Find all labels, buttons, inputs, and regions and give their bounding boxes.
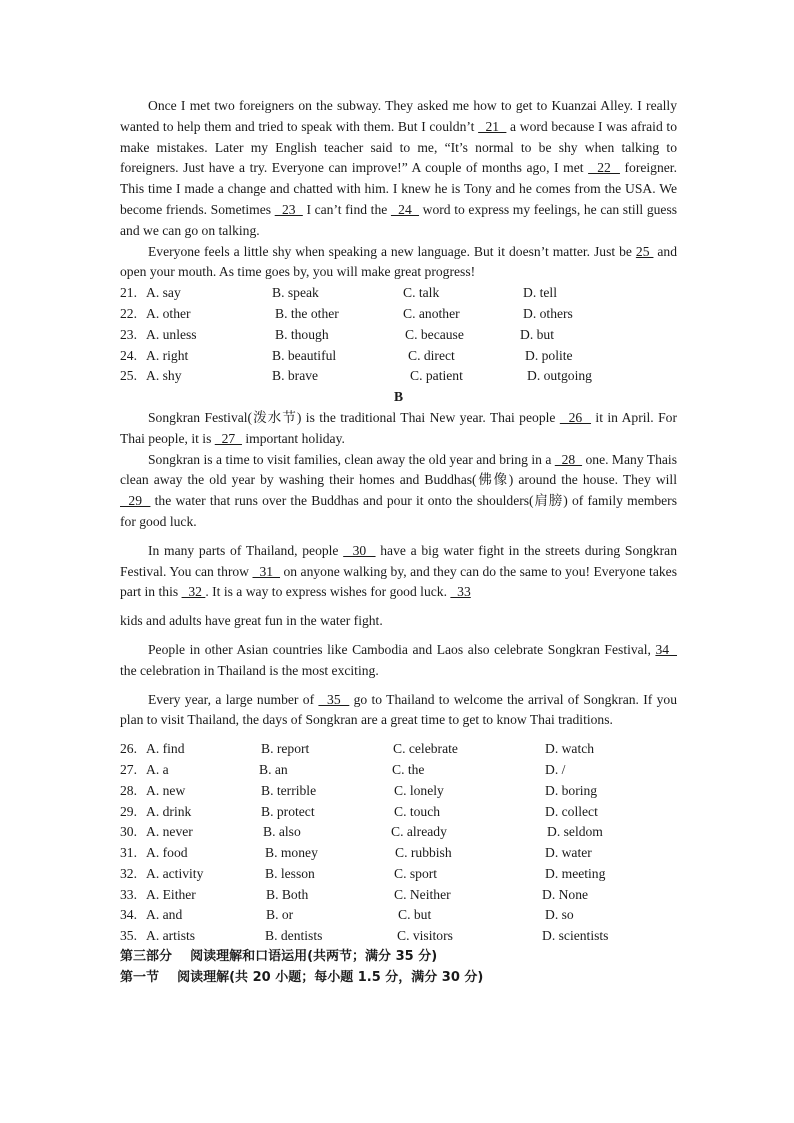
- question-31-options: 31. A. food B. money C. rubbish D. water: [120, 845, 592, 861]
- question-27-options: 27. A. a B. an C. the D. /: [120, 761, 566, 777]
- question-29-options: 29. A. drink B. protect C. touch D. collect: [120, 803, 598, 819]
- question-32-options: 32. A. activity B. lesson C. sport D. meeting: [120, 865, 606, 881]
- question-28-options: 28. A. new B. terrible C. lonely D. boring: [120, 782, 598, 798]
- blank-28: 28: [554, 451, 583, 467]
- options-a: [120, 283, 677, 387]
- blank-25: 25: [635, 243, 654, 259]
- question-30-options: 30. A. never B. also C. already D. seldom: [120, 824, 603, 840]
- question-25-options: 25. A. shy B. brave C. patient D. outgoing: [120, 368, 592, 384]
- question-23-options: 23. A. unless B. though C. because D. but: [120, 326, 554, 342]
- question-26-options: 26. A. find B. report C. celebrate D. watch: [120, 741, 595, 757]
- blank-29: 29: [120, 493, 151, 509]
- section-1-heading: 第一节 阅读理解(共 20 小题；每小题 1.5 分，满分 30 分): [120, 969, 484, 985]
- blank-35: 35: [318, 691, 350, 707]
- passage-a-paragraph-1: Once I met two foreigners on the subway. They asked me how to get to Kuanzai Alley. I really wanted to help them and tried to speak with them. But I couldn’t 21 a word because I was afraid to make mistakes. Later my English teacher said to me, “It’s normal to be shy when talking to foreigners. Just have a try. Everyone can improve!” A couple of months ago, I met 22 foreigner. This time I made a change and chatted with him. I knew he is Tony and he comes from the USA. We become friends. Sometimes 23 I can’t find the 24 word to express my feelings, he can still guess and we can go on talking.: [120, 98, 678, 238]
- passage-b-paragraph-2: Songkran is a time to visit families, clean away the old year and bring in a 28 one. Many Thais clean away the old year by washing their homes and Buddhas(佛像) around the house. They will 29 the water that runs over the Buddhas and pour it onto the shoulders(肩膀) of family members for good luck.: [120, 451, 677, 529]
- blank-24: 24: [390, 201, 420, 217]
- question-24-options: 24. A. right B. beautiful C. direct D. polite: [120, 347, 573, 363]
- question-35-options: 35. A. artists B. dentists C. visitors D. scientists: [120, 928, 609, 944]
- blank-34: 34: [655, 641, 677, 657]
- passage-b-paragraph-5: Every year, a large number of 35 go to Thailand to welcome the arrival of Songkran. If you plan to visit Thailand, the days of Songkran are a great time to get to know Thai traditions.: [120, 691, 678, 728]
- question-22-options: 22. A. other B. the other C. another D. others: [120, 305, 573, 321]
- blank-32: 32: [181, 584, 206, 600]
- options-b: [120, 739, 677, 947]
- passage-b-paragraph-4: People in other Asian countries like Cambodia and Laos also celebrate Songkran Festival, 34 the celebration in Thailand is the most exciting.: [120, 641, 677, 678]
- blank-27: 27: [214, 430, 242, 446]
- question-33-options: 33. A. Either B. Both C. Neither D. None: [120, 886, 589, 902]
- passage-b-paragraph-3: In many parts of Thailand, people 30 have a big water fight in the streets during Songkran Festival. You can throw 31 on anyone walking by, and they can do the same to you! Everyone takes part in this 32 . It is a way to express wishes for good luck. 33: [120, 542, 677, 600]
- section-b-label: B: [393, 389, 404, 405]
- blank-26: 26: [559, 409, 592, 425]
- question-34-options: 34. A. and B. or C. but D. so: [120, 907, 574, 923]
- blank-23: 23: [274, 201, 303, 217]
- exam-page: [120, 96, 677, 989]
- blank-33: 33: [450, 584, 471, 600]
- passage-a-paragraph-2: Everyone feels a little shy when speaking a new language. But it doesn’t matter. Just be 25 and open your mouth. As time goes by, you will make great progress!: [120, 243, 678, 280]
- blank-30: 30: [343, 542, 376, 558]
- passage-b-paragraph-1: Songkran Festival(泼水节) is the traditional Thai New year. Thai people 26 it in April. For Thai people, it is 27 important holiday.: [120, 409, 677, 446]
- blank-21: 21: [478, 118, 507, 134]
- part-3-heading: 第三部分 阅读理解和口语运用(共两节；满分 35 分): [120, 949, 438, 965]
- blank-22: 22: [588, 160, 620, 176]
- blank-31: 31: [252, 563, 280, 579]
- passage-b-paragraph-3-continued: kids and adults have great fun in the water fight.: [120, 613, 383, 629]
- question-21-options: 21. A. say B. speak C. talk D. tell: [120, 285, 557, 301]
